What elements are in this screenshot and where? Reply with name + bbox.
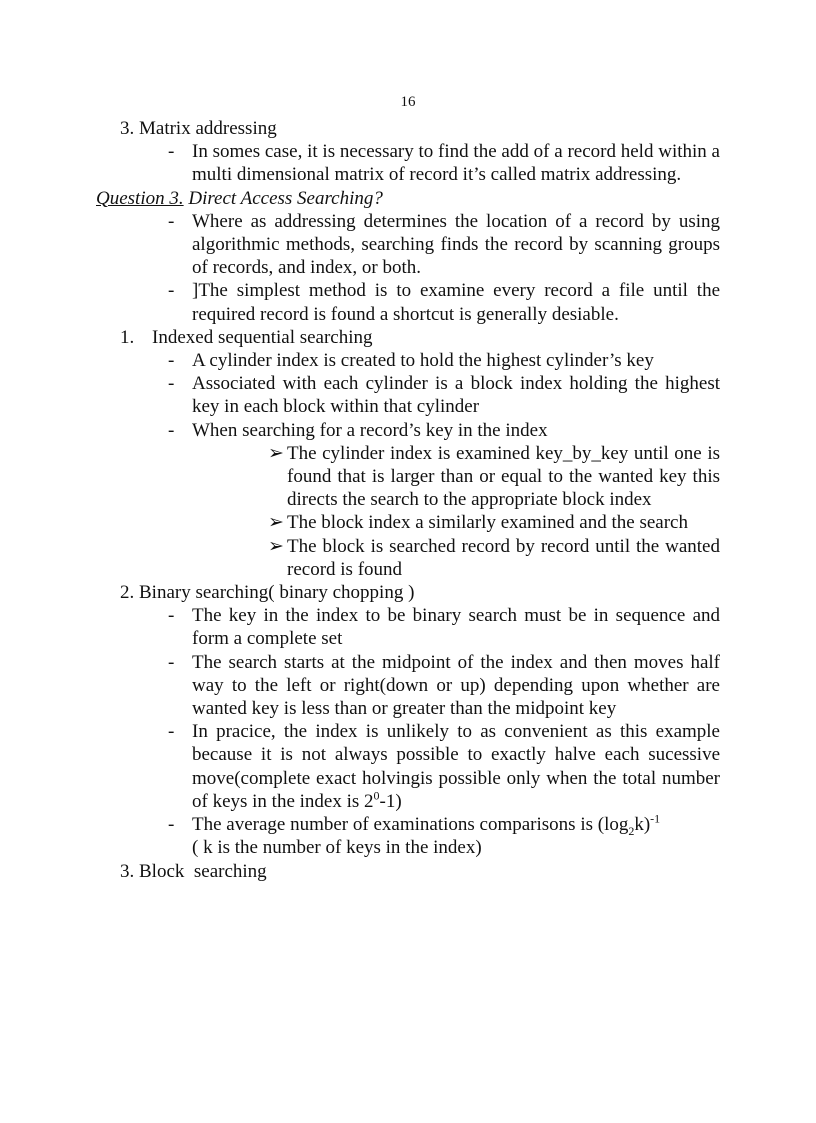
dash-bullet: - bbox=[168, 814, 175, 836]
dash-bullet: - bbox=[168, 373, 175, 395]
list-item: - In pracice, the index is unlikely to as convenient as this example because it is not always possible to exactly halve each sucessive move(complete exact holvingis possible only when the total number of keys in the index is $2^0-1$) bbox=[168, 721, 720, 812]
arrow-bullet-icon: ➢ bbox=[268, 535, 284, 557]
dash-bullet: - bbox=[168, 141, 175, 163]
list-item: - The average number of examinations comparisons is $(\log_2k)^{-1}$ ( k is the number of keys in the index) bbox=[168, 811, 661, 859]
list-item: - The key in the index to be binary search must be in sequence and form a complete set bbox=[168, 605, 720, 650]
section-title-block-searching: 3. Block searching bbox=[120, 860, 267, 882]
question-heading bbox=[96, 187, 816, 210]
dash-bullet: - bbox=[168, 350, 175, 372]
list-item: - Associated with each cylinder is a block index holding the highest key in each block within that cylinder bbox=[168, 373, 720, 418]
section-title-matrix-addressing: 3. Matrix addressing bbox=[120, 118, 277, 139]
arrow-bullet-icon: ➢ bbox=[268, 512, 284, 534]
page-content bbox=[0, 117, 816, 883]
item-number: 1. bbox=[120, 326, 135, 348]
arrow-bullet-icon: ➢ bbox=[268, 442, 284, 464]
list-item: ➢ The block is searched record by record until the wanted record is found bbox=[268, 535, 720, 580]
list-item: - In somes case, it is necessary to find the add of a record held within a multi dimensional matrix of record it’s called matrix addressing. bbox=[168, 141, 720, 186]
list-item: - ]The simplest method is to examine every record a file until the required record is found a shortcut is generally desiable. bbox=[168, 280, 720, 325]
dash-bullet: - bbox=[168, 605, 175, 627]
list-item: - Where as addressing determines the location of a record by using algorithmic methods, searching finds the record by scanning groups of records, and index, or both. bbox=[168, 210, 720, 279]
dash-bullet: - bbox=[168, 419, 175, 441]
question-label: Question 3. bbox=[96, 187, 184, 209]
dash-bullet: - bbox=[168, 651, 175, 673]
list-item: - When searching for a record’s key in the index bbox=[168, 419, 548, 441]
section-title-binary-searching: 2. Binary searching( binary chopping ) bbox=[120, 582, 415, 604]
question-text: Direct Access Searching? bbox=[183, 187, 383, 209]
list-item: - A cylinder index is created to hold the highest cylinder’s key bbox=[168, 350, 654, 372]
section-title-indexed-sequential: 1. Indexed sequential searching bbox=[120, 326, 373, 348]
dash-bullet: - bbox=[168, 280, 175, 302]
dash-bullet: - bbox=[168, 210, 175, 232]
list-item: ➢ The block index a similarly examined and the search bbox=[268, 512, 688, 534]
dash-bullet: - bbox=[168, 721, 175, 743]
page-number: 16 bbox=[400, 94, 416, 110]
list-item: - The search starts at the midpoint of the index and then moves half way to the left or right(down or up) depending upon whether are wanted key is less than or greater than the midpoint key bbox=[168, 651, 720, 720]
list-item: ➢ The cylinder index is examined key_by_key until one is found that is larger than or equal to the wanted key this directs the search to the appropriate block index bbox=[268, 442, 720, 511]
